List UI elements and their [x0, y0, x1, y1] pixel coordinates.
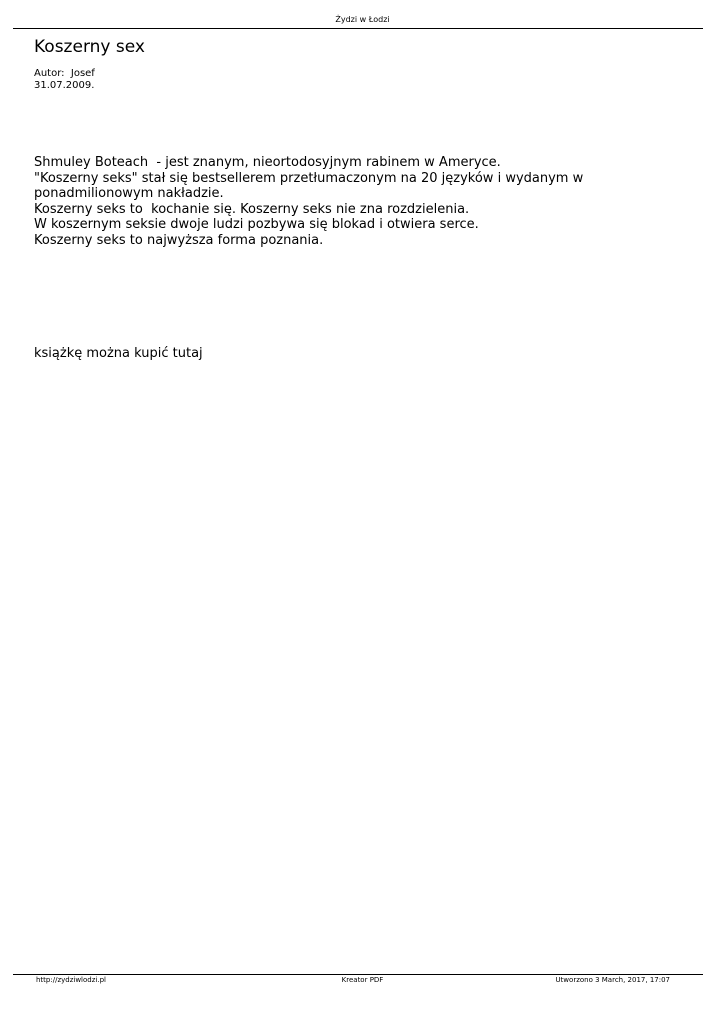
header-divider — [13, 28, 703, 29]
footer-generator: Kreator PDF — [341, 976, 384, 984]
article-paragraph: Koszerny seks to kochanie się. Koszerny seks nie zna rozdzielenia. — [34, 201, 470, 217]
article-paragraph: W koszernym seksie dwoje ludzi pozbywa się blokad i otwiera serce. — [34, 217, 479, 232]
footer-site-url[interactable]: http://zydziwlodzi.pl — [36, 976, 106, 984]
article-date: 31.07.2009. — [34, 80, 95, 91]
page-header-title: Żydzi w Łodzi — [335, 15, 390, 24]
article-title: Koszerny sex — [34, 37, 145, 57]
article-body — [34, 155, 694, 248]
article-paragraph: "Koszerny seks" stał się bestsellerem przetłumaczonym na 20 języków i wydanym w ponadmilionowym nakładzie. — [34, 170, 588, 201]
footer-divider — [13, 974, 703, 975]
buy-book-link[interactable]: książkę można kupić tutaj — [34, 346, 203, 361]
article-paragraph: Koszerny seks to najwyższa forma poznania. — [34, 232, 324, 248]
footer-created-date: Utworzono 3 March, 2017, 17:07 — [555, 976, 670, 984]
article-paragraph: Shmuley Boteach - jest znanym, nieortodosyjnym rabinem w Ameryce. — [34, 155, 501, 170]
article-author: Autor: Josef — [34, 68, 95, 79]
